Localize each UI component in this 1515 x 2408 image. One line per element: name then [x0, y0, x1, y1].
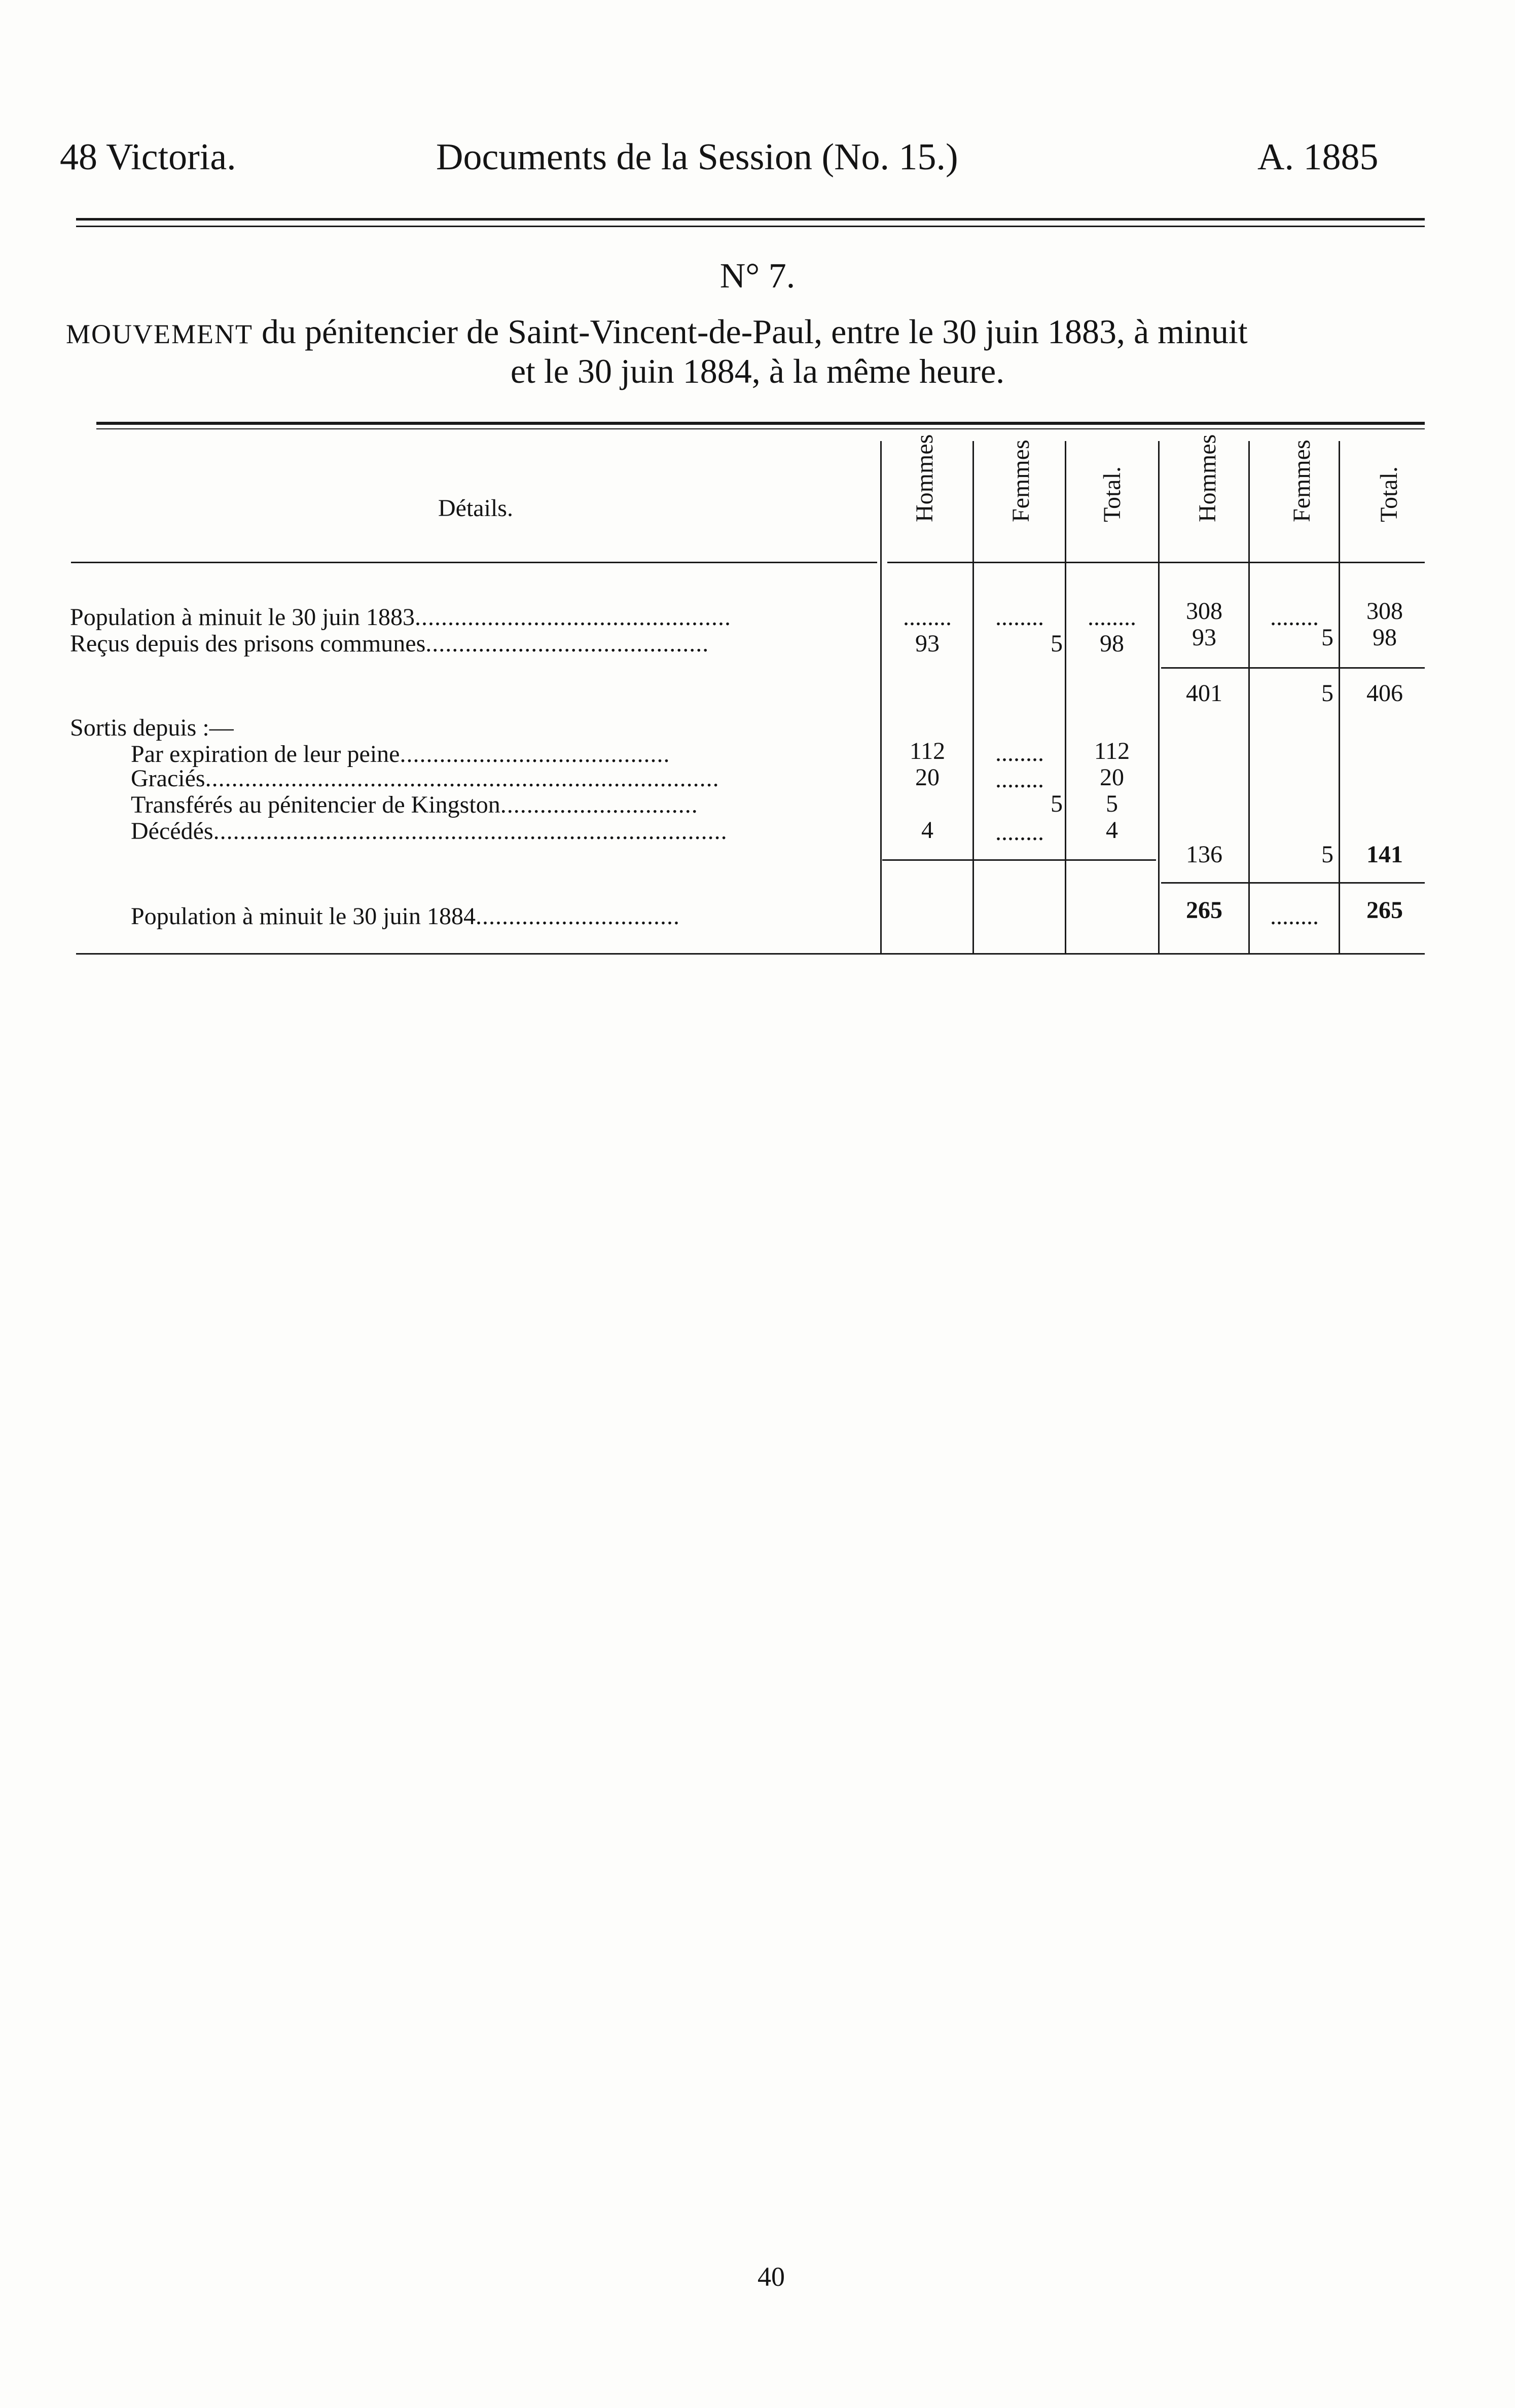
row-label	[131, 903, 680, 930]
row-label-text: Transférés au pénitencier de Kingston	[131, 791, 500, 818]
cell: 265	[1366, 897, 1403, 924]
dot-leader: ..............................................................................	[205, 765, 719, 792]
row-label	[70, 604, 731, 631]
dot-leader: ..............................	[500, 791, 698, 818]
deduction-rule	[882, 859, 1156, 861]
header-bottom-line	[71, 562, 877, 563]
cell: 5	[1321, 841, 1333, 868]
cell: 5	[1106, 790, 1118, 817]
row-label	[131, 818, 728, 845]
col-separator	[880, 441, 882, 953]
col-header-hommes-2: Hommes	[1194, 434, 1221, 522]
col-header-femmes-2: Femmes	[1288, 440, 1315, 522]
cell: ........	[1088, 604, 1136, 631]
cell: 4	[1106, 817, 1118, 844]
total-rule	[1161, 882, 1425, 884]
cell: 98	[1100, 630, 1124, 657]
col-header-hommes-1: Hommes	[911, 434, 938, 522]
header-left: 48 Victoria.	[60, 136, 236, 178]
dot-leader: ...........................................	[425, 630, 709, 657]
header-rule-top	[76, 218, 1425, 221]
cell: ........	[995, 604, 1044, 631]
cell: 93	[1192, 624, 1216, 651]
row-label-text: Population à minuit le 30 juin 1883	[70, 604, 415, 631]
cell: 98	[1373, 624, 1397, 651]
dot-leader: ..............................................................................	[213, 818, 728, 845]
cell: 20	[1100, 764, 1124, 791]
col-separator	[1248, 441, 1250, 953]
header-bottom-line-cols	[887, 562, 1425, 563]
cell: 5	[1321, 680, 1333, 707]
col-separator	[972, 441, 974, 953]
cell: ........	[995, 766, 1044, 793]
cell: 401	[1186, 680, 1222, 707]
cell: ........	[995, 740, 1044, 767]
cell: ........	[903, 604, 952, 631]
cell: 308	[1366, 598, 1403, 625]
col-separator	[1158, 441, 1160, 953]
col-header-total-1: Total.	[1099, 466, 1126, 522]
dot-leader: .........................................	[400, 741, 670, 768]
caption-line-1	[66, 312, 1248, 352]
cell: 136	[1186, 841, 1222, 868]
cell: 112	[1094, 738, 1130, 764]
table-bottom-rule	[76, 953, 1425, 955]
cell: 93	[915, 630, 940, 657]
cell: 112	[909, 738, 946, 764]
subtotal-rule	[1161, 667, 1425, 669]
cell: 265	[1186, 897, 1222, 924]
caption-lead: MOUVEMENT	[66, 319, 253, 349]
cell: ........	[1270, 604, 1319, 631]
cell: 4	[921, 817, 933, 844]
row-label-text: Population à minuit le 30 juin 1884	[131, 903, 476, 930]
header-right: A. 1885	[1257, 136, 1379, 178]
col-header-total-2: Total.	[1376, 466, 1402, 522]
row-label	[131, 741, 670, 768]
row-label	[70, 715, 234, 741]
cell: 406	[1366, 680, 1403, 707]
row-label-text: Reçus depuis des prisons communes	[70, 630, 426, 657]
dot-leader: ...............................	[475, 903, 680, 930]
details-header: Détails.	[438, 495, 513, 522]
col-separator	[1339, 441, 1340, 953]
row-label-text: Décédés	[131, 818, 213, 845]
cell: ........	[1270, 903, 1319, 930]
dot-leader: ................................................	[414, 604, 731, 631]
cell: 5	[1321, 624, 1333, 651]
cell: ........	[995, 819, 1044, 846]
row-label-text: Sortis depuis :—	[70, 714, 234, 741]
document-number: N° 7.	[719, 257, 796, 296]
cell: 308	[1186, 598, 1222, 625]
row-label	[131, 792, 698, 818]
row-label-text: Graciés	[131, 765, 205, 792]
cell: 20	[915, 764, 940, 791]
table-top-rule-thin	[96, 428, 1425, 429]
row-label	[70, 631, 709, 657]
row-label-text: Par expiration de leur peine	[131, 741, 400, 768]
page-number: 40	[758, 2261, 785, 2292]
cell: 141	[1366, 841, 1403, 868]
header-center: Documents de la Session (No. 15.)	[436, 136, 958, 178]
row-label	[131, 765, 719, 792]
caption-rest: du pénitencier de Saint-Vincent-de-Paul, entre le 30 juin 1883, à minuit	[252, 312, 1248, 351]
col-header-femmes-1: Femmes	[1007, 440, 1034, 522]
header-rule-bottom	[76, 226, 1425, 227]
caption-line-2: et le 30 juin 1884, à la même heure.	[510, 352, 1005, 390]
col-separator	[1065, 441, 1066, 953]
cell: 5	[1051, 630, 1063, 657]
cell: 5	[1051, 790, 1063, 817]
table-top-rule	[96, 422, 1425, 425]
